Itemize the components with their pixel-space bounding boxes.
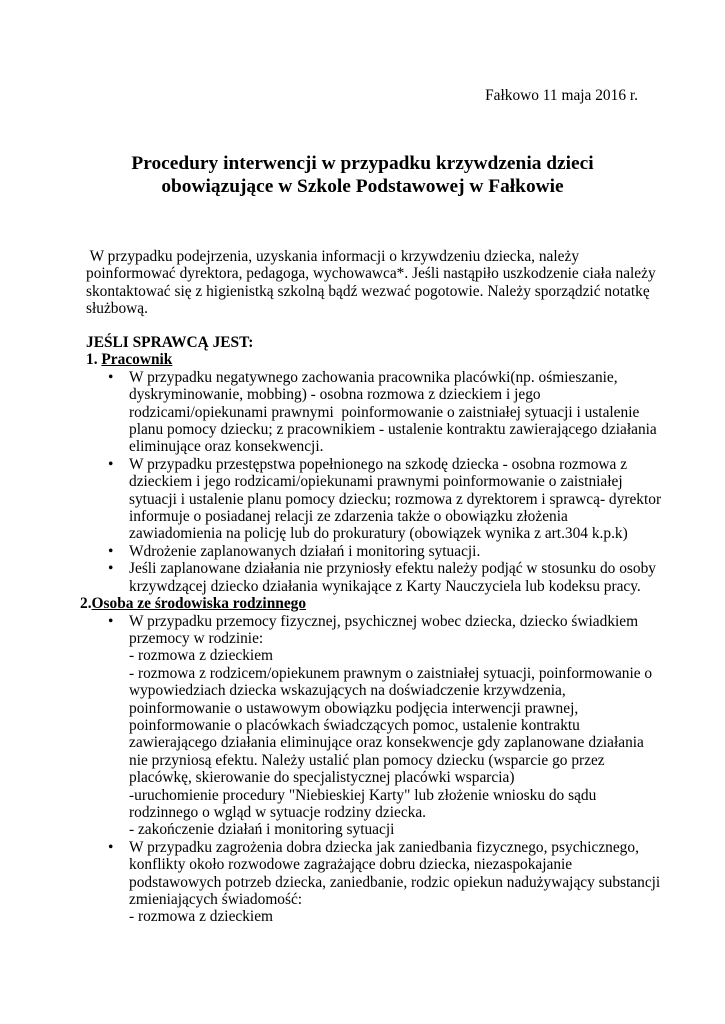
section-1-heading <box>86 351 646 368</box>
title-line: obowiązujące w Szkole Podstawowej w Fałkowie <box>161 175 564 197</box>
item-line: planu pomocy dziecku; z pracownikiem - ustalenie kontraktu zawierającego działania <box>129 421 657 439</box>
item-line: • Wdrożenie zaplanowanych działań i monitoring sytuacji. <box>129 542 481 560</box>
item-line: • W przypadku zagrożenia dobra dziecka jak zaniedbania fizycznego, psychicznego, <box>129 838 639 856</box>
list-item <box>86 612 653 839</box>
item-line: zmieniających świadomość: <box>129 891 303 908</box>
item-line: • W przypadku przestępstwa popełnionego na szkodę dziecka - osobna rozmowa z <box>129 455 628 473</box>
item-line: dzieckiem i jego rodzicami/opiekunami prawnymi poinformowanie o zaistniałej <box>129 473 623 491</box>
item-line: nie przyniosą efektu. Należy ustalić plan pomocy dziecku (wsparcie go przez <box>129 751 605 769</box>
perpetrator-section <box>80 334 662 926</box>
section-title: Osoba ze środowiska rodzinnego <box>91 595 307 613</box>
item-line: - rozmowa z dzieckiem <box>129 908 274 926</box>
intro-line: skontaktować się z higienistką szkolną bądź wezwać pogotowie. Należy sporządzić notatkę <box>86 282 650 300</box>
item-line: konflikty około rozwodowe zagrażające dobru dziecka, niezaspokajanie <box>129 856 573 874</box>
item-line: zawiadomienia na policję lub do prokuratury (obowiązek wynika z art.304 k.p.k) <box>129 525 628 543</box>
intro-paragraph <box>86 248 656 318</box>
item-line: - zakończenie działań i monitoring sytuacji <box>129 821 395 839</box>
intro-line: służbową. <box>86 300 148 318</box>
item-line: • W przypadku przemocy fizycznej, psychicznej wobec dziecka, dziecko świadkiem <box>129 612 639 630</box>
item-line: eliminujące oraz konsekwencji. <box>129 438 324 456</box>
section-2-list <box>86 612 661 926</box>
date-line: Fałkowo 11 maja 2016 r. <box>485 87 638 104</box>
item-line: • W przypadku negatywnego zachowania pracownika placówki(np. ośmieszanie, <box>129 368 618 386</box>
section-title: Pracownik <box>101 351 173 369</box>
list-item <box>86 560 656 595</box>
item-line: rodzicami/opiekunami prawnymi poinformowanie o zaistniałej sytuacji i ustalenie <box>129 403 640 421</box>
list-item <box>86 368 657 456</box>
item-line: podstawowych potrzeb dziecka, zaniedbanie, rodzic opiekun nadużywający substancji <box>129 873 661 891</box>
item-line: - rozmowa z rodzicem/opiekunem prawnym o zaistniałej sytuacji, poinformowanie o <box>129 664 653 682</box>
list-item <box>86 543 646 560</box>
item-line: krzywdzącej dziecko działania wynikające z Karty Nauczyciela lub kodeksu pracy. <box>129 577 641 595</box>
item-line: • Jeśli zaplanowane działania nie przyniosły efektu należy podjąć w stosunku do osoby <box>129 560 656 578</box>
intro-line: W przypadku podejrzenia, uzyskania informacji o krzywdzeniu dziecka, należy <box>86 248 580 265</box>
intro-line: poinformować dyrektora, pedagoga, wychowawca*. Jeśli nastąpiło uszkodzenie ciała należy <box>86 265 656 283</box>
item-line: sytuacji i ustalenie planu pomocy dziecku; rozmowa z dyrektorem i sprawcą- dyrektor <box>129 490 662 508</box>
item-line: placówkę, skierowanie do specjalistycznej placówki wsparcia) <box>129 769 515 787</box>
section-2-heading <box>80 595 646 612</box>
item-line: przemocy w rodzinie: <box>129 629 264 647</box>
item-line: wypowiedziach dziecka wskazujących na doświadczenie krzywdzenia, <box>129 682 566 700</box>
section-1-list <box>86 368 662 595</box>
section-number: 2. <box>80 595 92 613</box>
list-item <box>86 455 662 543</box>
section-number: 1. <box>86 351 102 369</box>
item-line: rodzinnego o wgląd w sytuacje rodziny dziecka. <box>129 803 427 821</box>
list-item <box>86 838 661 926</box>
item-line: zawierającego działania eliminujące oraz konsekwencje gdy zaplanowane działania <box>129 734 644 752</box>
item-line: - rozmowa z dzieckiem <box>129 647 274 665</box>
item-line: -uruchomienie procedury "Niebieskiej Karty" lub złożenie wniosku do sądu <box>129 786 597 804</box>
item-line: poinformowanie o ustawowym obowiązku podjęcia interwencji prawnej, <box>129 699 579 717</box>
section-heading: JEŚLI SPRAWCĄ JEST: <box>86 334 254 351</box>
item-line: dyskryminowanie, mobbing) - osobna rozmowa z dzieckiem i jego <box>129 386 541 404</box>
item-line: poinformowanie o placówkach świadczących pomoc, ustalenie kontraktu <box>129 716 580 734</box>
item-line: informuje o posiadanej relacji ze zdarzenia także o obowiązku złożenia <box>129 508 568 526</box>
document-title <box>0 153 725 198</box>
title-line: Procedury interwencji w przypadku krzywdzenia dzieci <box>131 153 594 174</box>
